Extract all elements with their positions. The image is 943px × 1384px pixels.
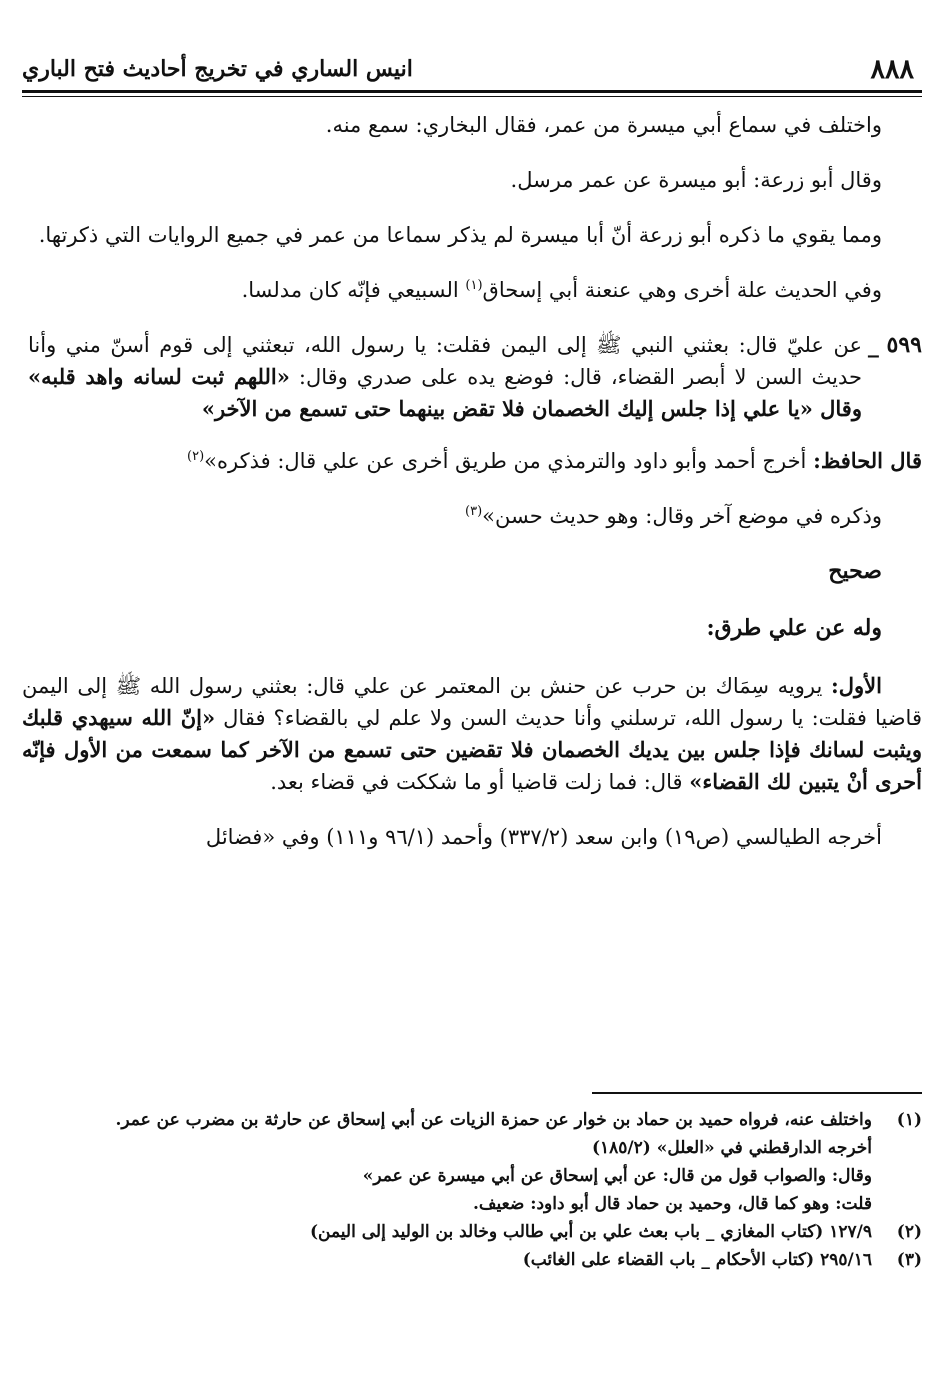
main-text xyxy=(22,110,922,877)
paragraph: أخرجه الطيالسي (ص١٩) وابن سعد (٣٣٧/٢) وأحمد (٩٦/١ و١١١) وفي «فضائل xyxy=(205,825,882,849)
footnote-ref[interactable]: (٢) xyxy=(187,449,205,464)
footnote-ref[interactable]: (٣) xyxy=(465,504,483,519)
footnotes xyxy=(22,1106,922,1274)
paragraph: وقال أبو زرعة: أبو ميسرة عن عمر مرسل. xyxy=(510,168,882,192)
footnote-text: ٢٩٥/١٦ (كتاب الأحكام _ باب القضاء على الغائب) xyxy=(522,1250,872,1270)
page-header xyxy=(22,54,922,92)
footnote-text: واختلف عنه، فرواه حميد بن حماد بن خوار عن حمزة الزيات عن أبي إسحاق عن حارثة بن مضرب عن عمر. xyxy=(115,1110,872,1130)
paragraph xyxy=(22,501,922,532)
paragraph: واختلف في سماع أبي ميسرة من عمر، فقال البخاري: سمع منه. xyxy=(325,113,882,137)
hadith-entry xyxy=(22,330,922,425)
text-run: أخرج أحمد وأبو داود والترمذي من طريق أخرى عن علي قال: فذكره» xyxy=(204,449,814,473)
header-rule xyxy=(22,90,922,93)
footnote-number: (٣) xyxy=(896,1250,922,1270)
text-run: عن عليّ قال: بعثني النبي ﷺ إلى اليمن فقلت: يا رسول الله، تبعثني إلى قوم أسنّ مني وأنا حديث السن لا أبصر القضاء، قال: فوضع يده على صدري وقال: xyxy=(28,333,862,389)
footnote xyxy=(22,1246,922,1274)
text-run: وفي الحديث علة أخرى وهي عنعنة أبي إسحاق xyxy=(482,278,882,302)
section-heading: وله عن علي طرق: xyxy=(706,615,882,641)
footnote xyxy=(22,1218,922,1246)
paragraph xyxy=(22,445,922,477)
footnote xyxy=(22,1106,922,1134)
page-number: ٨٨٨ xyxy=(870,54,914,85)
hadith-quote: «إنّ الله سيهدي قلبك ويثبت لسانك فإذا جلس بين يديك الخصمان فلا تقضين حتى تسمع من الآخر كما سمعت من الأول فإنّه أحرى أنْ يتبين لك القضاء» xyxy=(22,705,922,794)
text-run: يرويه سِمَاك بن حرب عن حنش بن المعتمر عن علي قال: بعثني رسول الله ﷺ إلى اليمن قاضيا فقلت: يا رسول الله، ترسلني وأنا حديث السن ولا علم لي بالقضاء؟ فقال xyxy=(22,674,922,730)
label: قال الحافظ: xyxy=(813,448,922,473)
footnote-line: أخرجه الدارقطني في «العلل» (١٨٥/٢) xyxy=(591,1138,872,1158)
label: الأول: xyxy=(831,673,882,698)
footnote-number: (١) xyxy=(896,1110,922,1130)
footnote-line: قلت: وهو كما قال، وحميد بن حماد قال أبو داود: ضعيف. xyxy=(473,1194,872,1214)
header-rule-thin xyxy=(22,96,922,97)
paragraph xyxy=(22,670,922,798)
paragraph xyxy=(22,275,922,306)
hadith-text xyxy=(22,330,862,425)
hadith-quote: «اللهم ثبت لسانه واهد قلبه» وقال «يا علي إذا جلس إليك الخصمان فلا تقض بينهما حتى تسمع من الآخر» xyxy=(28,364,862,421)
hadith-number: ٥٩٩ _ xyxy=(867,332,922,358)
paragraph: ومما يقوي ما ذكره أبو زرعة أنّ أبا ميسرة لم يذكر سماعا من عمر في جميع الروايات التي ذكرتها. xyxy=(38,223,882,247)
footnote-line: وقال: والصواب قول من قال: عن أبي إسحاق عن أبي ميسرة عن عمر» xyxy=(362,1166,872,1186)
running-title: انيس الساري في تخريج أحاديث فتح الباري xyxy=(22,56,413,82)
footnote-ref[interactable]: (١) xyxy=(465,278,483,293)
text-run: قال: فما زلت قاضيا أو ما شككت في قضاء بعد. xyxy=(270,770,690,794)
footnote-text: ١٢٧/٩ (كتاب المغازي _ باب بعث علي بن أبي طالب وخالد بن الوليد إلى اليمن) xyxy=(309,1222,872,1242)
section-heading: صحيح xyxy=(828,558,882,584)
footnote-number: (٢) xyxy=(896,1222,922,1242)
footnote-separator xyxy=(592,1092,922,1094)
text-run: وذكره في موضع آخر وقال: وهو حديث حسن» xyxy=(482,504,882,528)
text-run: السبيعي فإنّه كان مدلسا. xyxy=(241,278,466,302)
page xyxy=(22,40,922,1370)
